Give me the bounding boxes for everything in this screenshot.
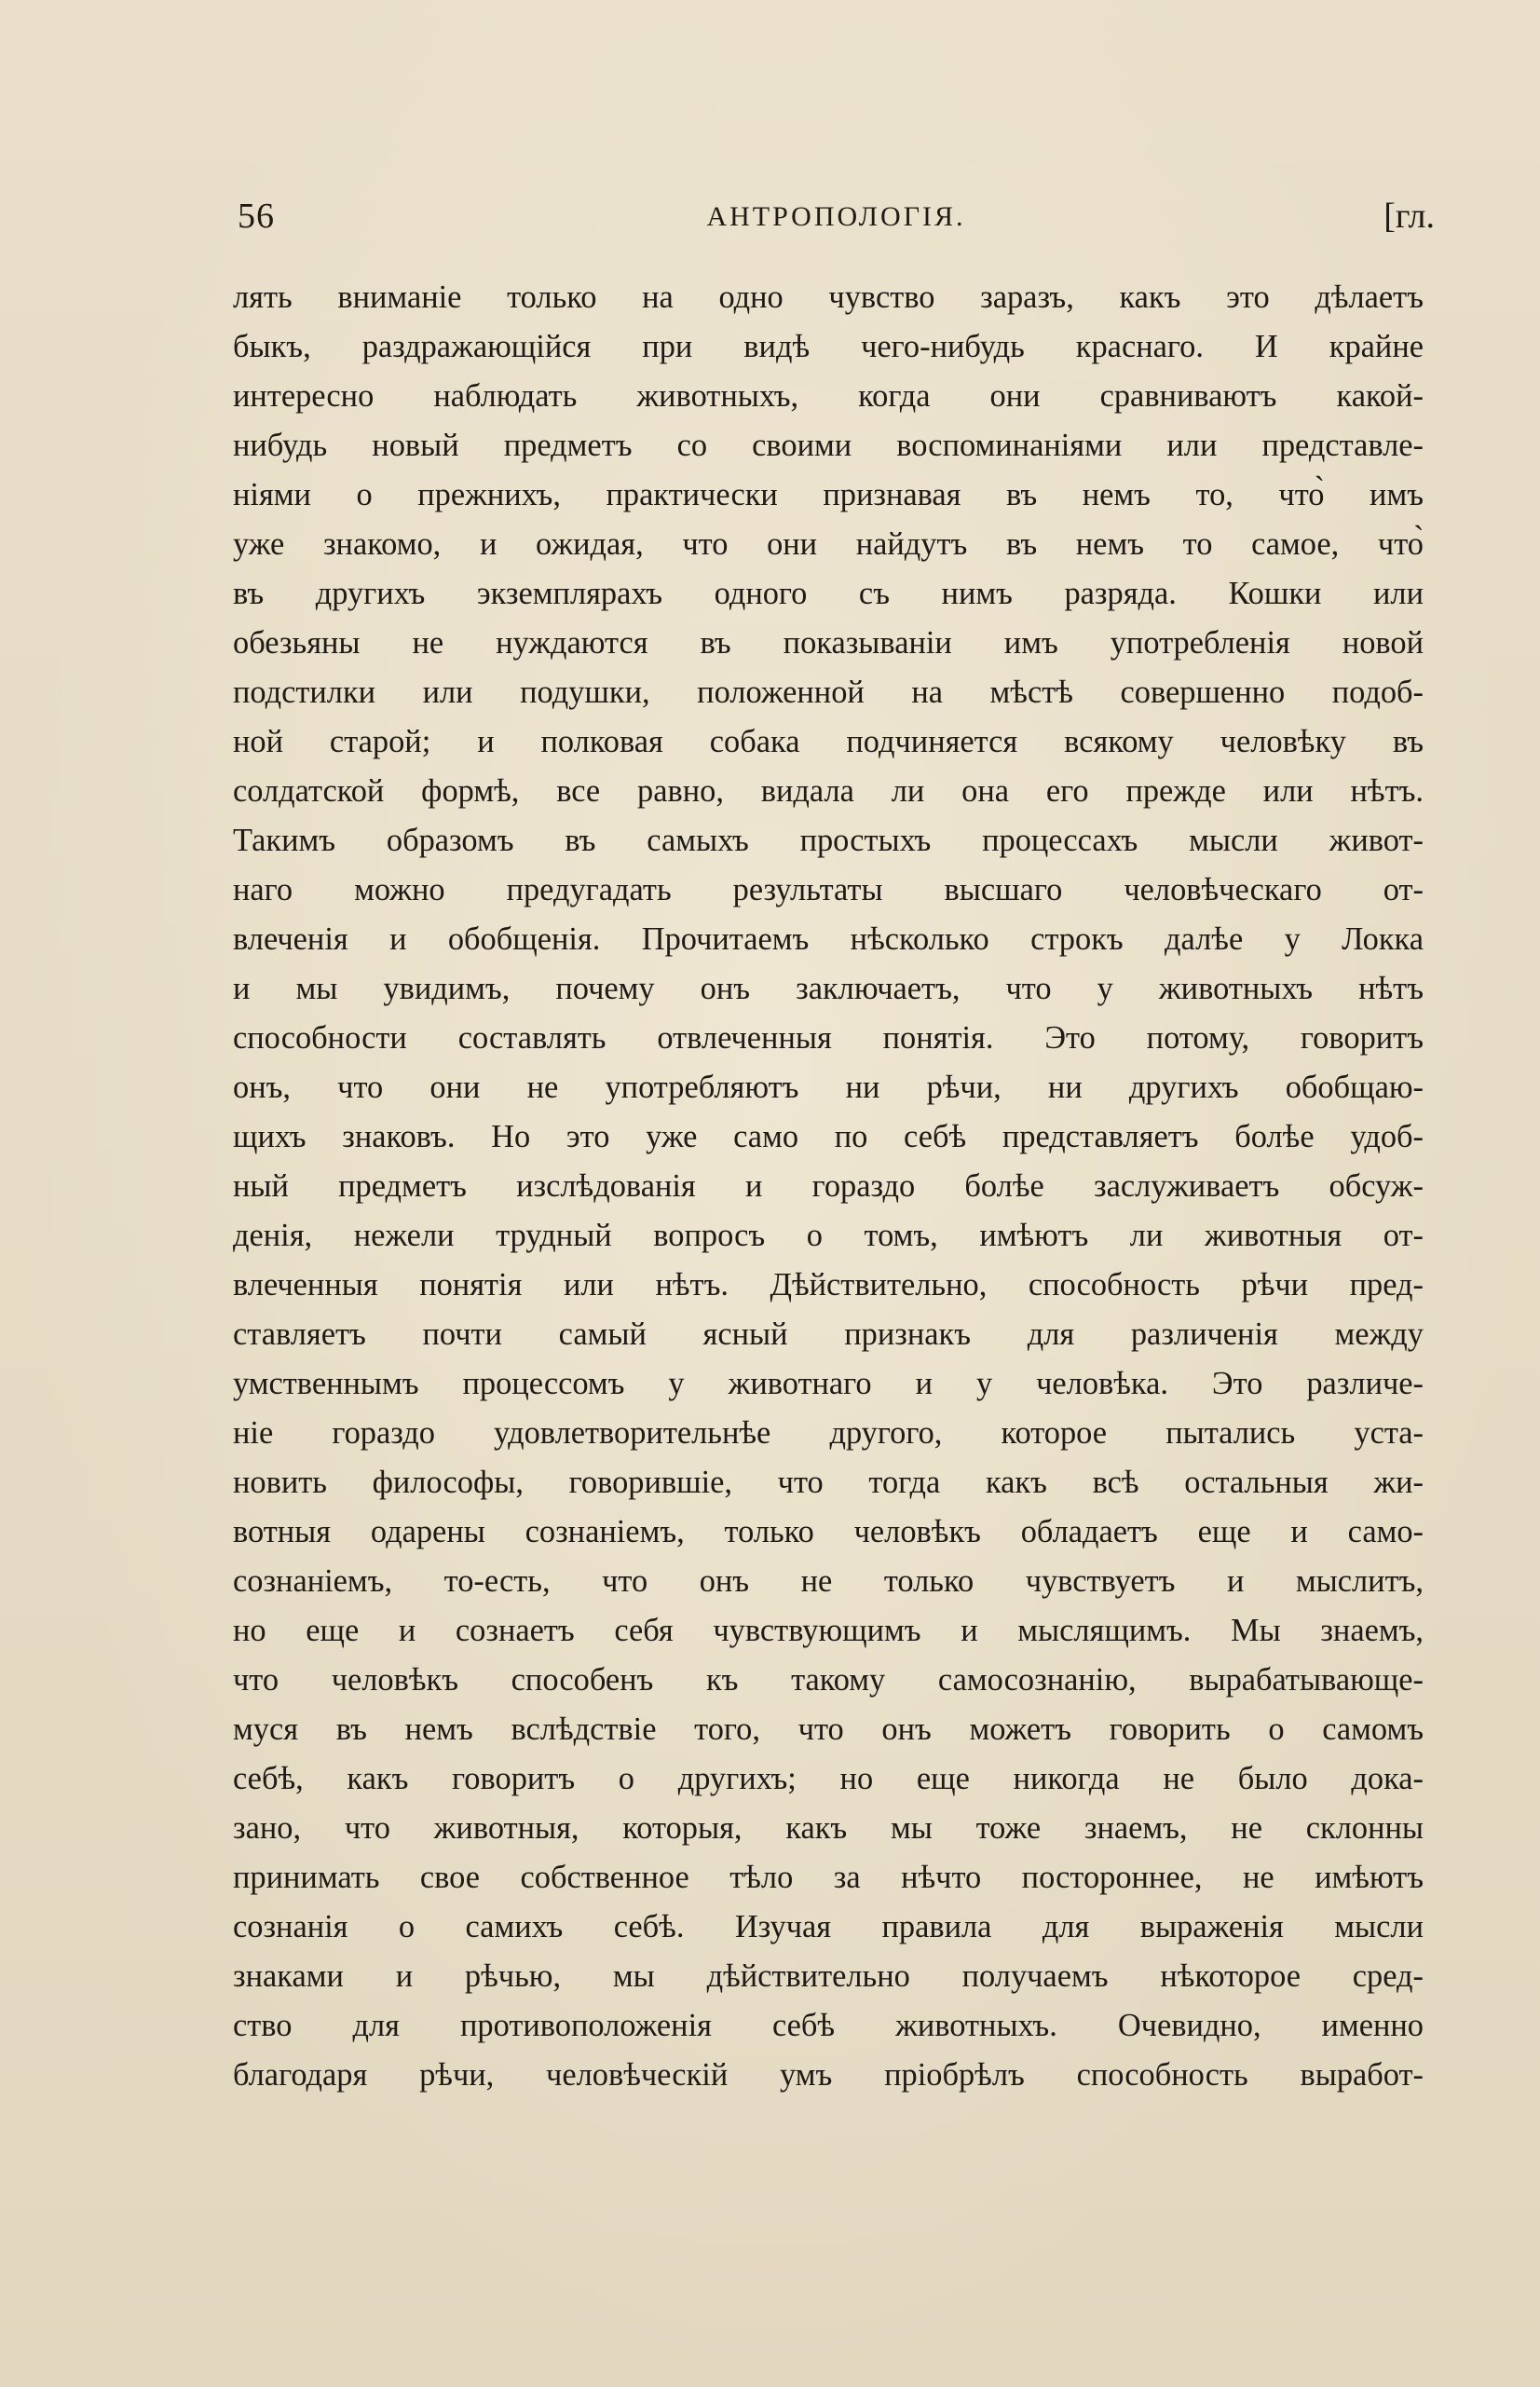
text-line: и мы увидимъ, почему онъ заключаетъ, что у животныхъ нѣтъ bbox=[233, 971, 1424, 1006]
text-line: ніями о прежнихъ, практически признавая въ немъ то, что̀ имъ bbox=[233, 477, 1424, 512]
running-title: АНТРОПОЛОГІЯ. bbox=[706, 201, 966, 232]
text-line: ство для противоположенія себѣ животныхъ. Очевидно, именно bbox=[233, 2008, 1424, 2043]
text-line: благодаря рѣчи, человѣческій умъ пріобрѣлъ способность выработ- bbox=[233, 2057, 1424, 2093]
text-line: сознаніемъ, то-есть, что онъ не только чувствуетъ и мыслитъ, bbox=[233, 1563, 1424, 1599]
text-line: лять вниманіе только на одно чувство заразъ, какъ это дѣлаетъ bbox=[233, 280, 1424, 315]
text-line: себѣ, какъ говоритъ о другихъ; но еще никогда не было дока- bbox=[233, 1761, 1424, 1796]
text-line: уже знакомо, и ожидая, что они найдутъ въ немъ то самое, что̀ bbox=[233, 526, 1424, 562]
text-line: сознанія о самихъ себѣ. Изучая правила для выраженія мысли bbox=[233, 1909, 1424, 1944]
page-number: 56 bbox=[238, 197, 275, 236]
text-line: быкъ, раздражающійся при видѣ чего-нибудь краснаго. И крайне bbox=[233, 329, 1424, 364]
text-line: способности составлять отвлеченныя понятія. Это потому, говоритъ bbox=[233, 1020, 1424, 1056]
text-line: денія, нежели трудный вопросъ о томъ, имѣютъ ли животныя от- bbox=[233, 1218, 1424, 1253]
text-line: солдатской формѣ, все равно, видала ли она его прежде или нѣтъ. bbox=[233, 773, 1424, 809]
chapter-mark: [гл. bbox=[1383, 197, 1435, 236]
text-line: влеченныя понятія или нѣтъ. Дѣйствительно, способность рѣчи пред- bbox=[233, 1267, 1424, 1303]
text-line: подстилки или подушки, положенной на мѣстѣ совершенно подоб- bbox=[233, 675, 1424, 710]
text-line: знаками и рѣчью, мы дѣйствительно получаемъ нѣкоторое сред- bbox=[233, 1958, 1424, 1994]
text-line: вотныя одарены сознаніемъ, только человѣкъ обладаетъ еще и само- bbox=[233, 1514, 1424, 1549]
text-line: обезьяны не нуждаются въ показываніи имъ употребленія новой bbox=[233, 625, 1424, 661]
text-line: принимать свое собственное тѣло за нѣчто постороннее, не имѣютъ bbox=[233, 1860, 1424, 1895]
text-line: муся въ немъ вслѣдствіе того, что онъ можетъ говорить о самомъ bbox=[233, 1712, 1424, 1747]
text-line: ставляетъ почти самый ясный признакъ для различенія между bbox=[233, 1316, 1424, 1352]
text-line: умственнымъ процессомъ у животнаго и у человѣка. Это различе- bbox=[233, 1366, 1424, 1401]
text-line: щихъ знаковъ. Но это уже само по себѣ представляетъ болѣе удоб- bbox=[233, 1119, 1424, 1154]
text-line: новить философы, говорившіе, что тогда какъ всѣ остальныя жи- bbox=[233, 1465, 1424, 1500]
text-line: наго можно предугадать результаты высшаго человѣческаго от- bbox=[233, 872, 1424, 907]
text-line: зано, что животныя, которыя, какъ мы тоже знаемъ, не склонны bbox=[233, 1810, 1424, 1846]
text-line: но еще и сознаетъ себя чувствующимъ и мыслящимъ. Мы знаемъ, bbox=[233, 1613, 1424, 1648]
text-line: интересно наблюдать животныхъ, когда они сравниваютъ какой- bbox=[233, 378, 1424, 414]
text-line: въ другихъ экземплярахъ одного съ нимъ разряда. Кошки или bbox=[233, 576, 1424, 611]
text-line: нибудь новый предметъ со своими воспоминаніями или представле- bbox=[233, 428, 1424, 463]
text-line: ной старой; и полковая собака подчиняется всякому человѣку въ bbox=[233, 724, 1424, 759]
text-line: ный предметъ изслѣдованія и гораздо болѣе заслуживаетъ обсуж- bbox=[233, 1168, 1424, 1204]
page-header bbox=[238, 196, 1435, 244]
text-line: онъ, что они не употребляютъ ни рѣчи, ни другихъ обобщаю- bbox=[233, 1070, 1424, 1105]
text-line: Такимъ образомъ въ самыхъ простыхъ процессахъ мысли живот- bbox=[233, 823, 1424, 858]
text-line: влеченія и обобщенія. Прочитаемъ нѣсколько строкъ далѣе у Локка bbox=[233, 921, 1424, 957]
text-line: что человѣкъ способенъ къ такому самосознанію, вырабатывающе- bbox=[233, 1662, 1424, 1698]
body-text bbox=[233, 273, 1424, 2100]
text-line: ніе гораздо удовлетворительнѣе другого, которое пытались уста- bbox=[233, 1415, 1424, 1451]
